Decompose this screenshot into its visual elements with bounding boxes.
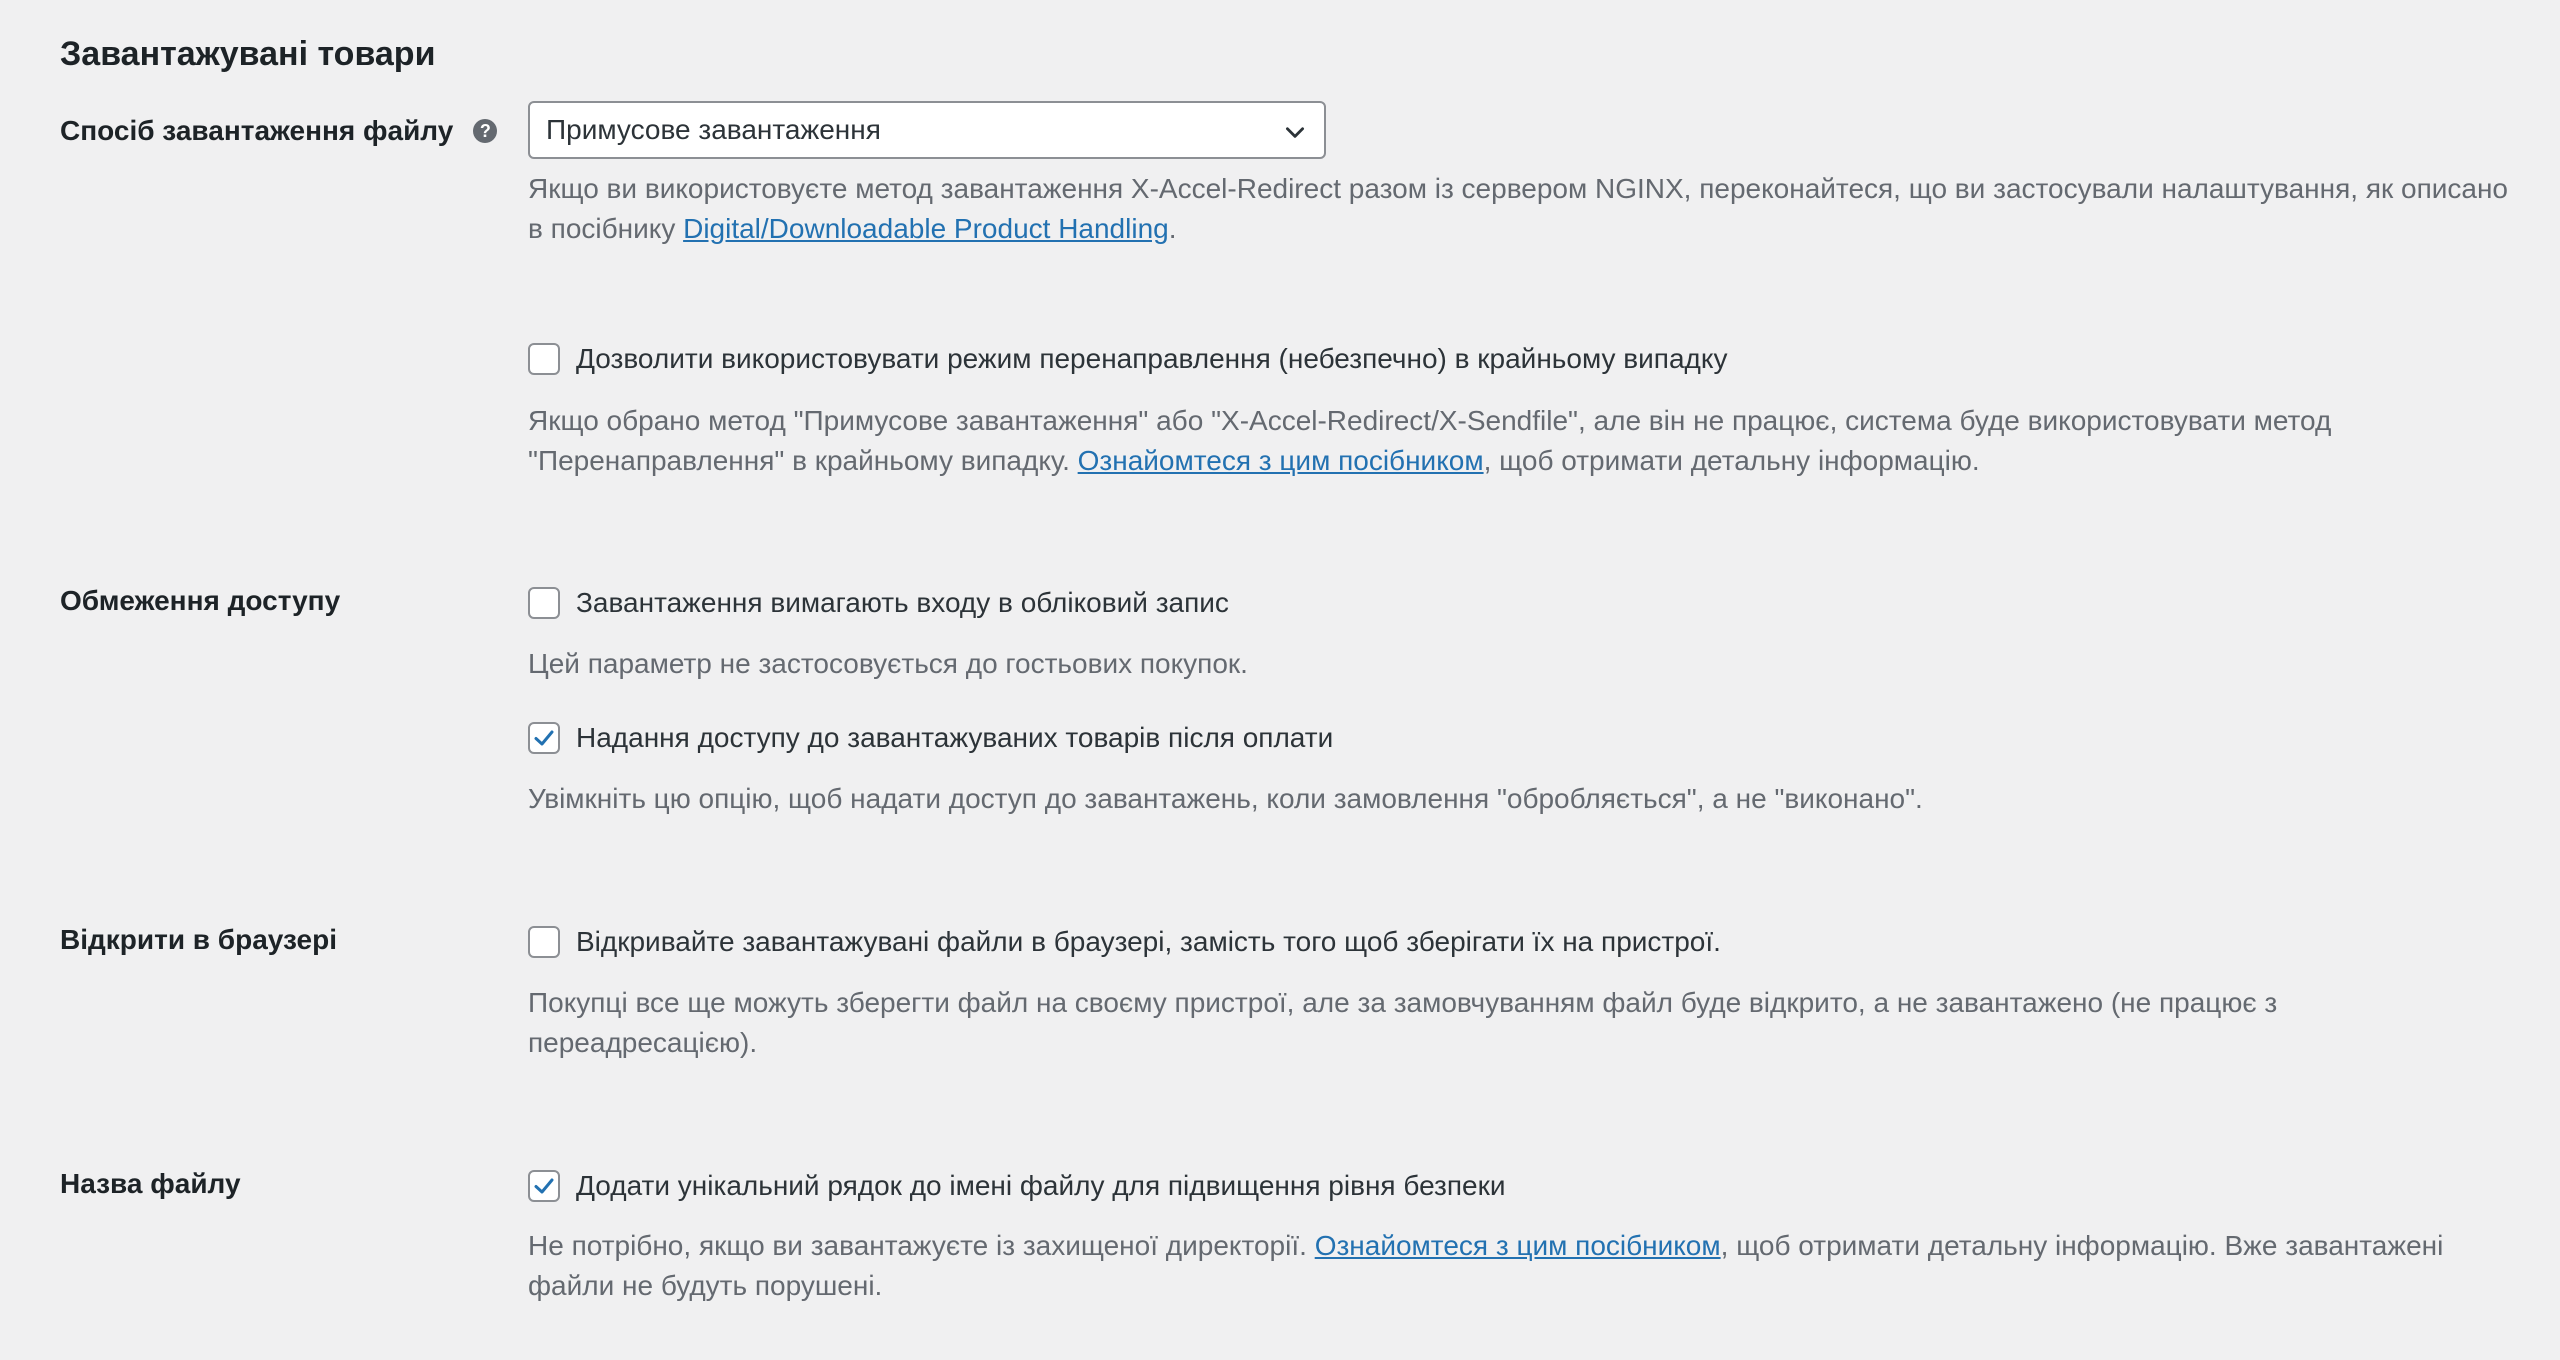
open-in-browser-checkbox[interactable]: [528, 926, 560, 958]
checkmark-icon: [532, 726, 556, 750]
grant-after-payment-option[interactable]: [528, 718, 1333, 758]
filename-label: Назва файлу: [60, 1168, 241, 1199]
download-method-label-text: Спосіб завантаження файлу: [60, 115, 454, 146]
login-required-label: Завантаження вимагають входу в обліковий запис: [576, 587, 1229, 618]
chevron-down-icon: [1282, 119, 1308, 145]
download-method-select[interactable]: [528, 101, 1326, 159]
help-icon[interactable]: ?: [473, 119, 497, 143]
redirect-fallback-option[interactable]: [528, 339, 1727, 379]
open-in-browser-option-label: Відкривайте завантажувані файли в браузері, замість того щоб зберігати їх на пристрої.: [576, 926, 1721, 957]
unique-filename-description: Не потрібно, якщо ви завантажуєте із захищеної директорії. Ознайомтеся з цим посібником, щоб отримати детальну інформацію. Вже завантажені файли не будуть порушені.: [528, 1230, 2444, 1301]
redirect-fallback-checkbox[interactable]: [528, 343, 560, 375]
checkmark-icon: [532, 1174, 556, 1198]
grant-after-payment-label: Надання доступу до завантажуваних товарів після оплати: [576, 722, 1334, 753]
unique-filename-checkbox[interactable]: [528, 1170, 560, 1202]
login-required-description: Цей параметр не застосовується до гостьових покупок.: [528, 648, 1248, 679]
redirect-guide-link[interactable]: Ознайомтеся з цим посібником: [1077, 445, 1484, 476]
open-in-browser-label: Відкрити в браузері: [60, 924, 337, 955]
open-in-browser-option[interactable]: [528, 922, 1721, 962]
download-method-label: [60, 111, 497, 151]
redirect-fallback-description: Якщо обрано метод "Примусове завантаження" або "X-Accel-Redirect/X-Sendfile", але він не працює, система буде використовувати метод "Перенаправлення" в крайньому випадку. Ознайомтеся з цим посібником, щоб отримати детальну інформацію.: [528, 405, 2332, 476]
access-restriction-label: Обмеження доступу: [60, 585, 341, 616]
open-in-browser-description: Покупці все ще можуть зберегти файл на своєму пристрої, але за замовчуванням файл буде відкрито, а не завантажено (не працює з переадресацією).: [528, 987, 2278, 1058]
filename-guide-link[interactable]: Ознайомтеся з цим посібником: [1314, 1230, 1721, 1261]
grant-after-payment-checkbox[interactable]: [528, 722, 560, 754]
redirect-fallback-label: Дозволити використовувати режим перенаправлення (небезпечно) в крайньому випадку: [576, 343, 1728, 374]
grant-after-payment-description: Увімкніть цю опцію, щоб надати доступ до завантажень, коли замовлення "обробляється", а не "виконано".: [528, 783, 1923, 814]
login-required-checkbox[interactable]: [528, 587, 560, 619]
login-required-option[interactable]: [528, 583, 1229, 623]
unique-filename-option[interactable]: [528, 1166, 1506, 1206]
digital-product-handling-link[interactable]: Digital/Downloadable Product Handling: [683, 213, 1169, 244]
download-method-selected-value: Примусове завантаження: [546, 114, 881, 145]
unique-filename-label: Додати унікальний рядок до імені файлу для підвищення рівня безпеки: [576, 1170, 1506, 1201]
download-method-description: Якщо ви використовуєте метод завантаження X-Accel-Redirect разом із сервером NGINX, переконайтеся, що ви застосували налаштування, як описано в посібнику Digital/Downloadable Product Handling.: [528, 173, 2508, 244]
section-title: Завантажувані товари: [60, 35, 436, 73]
